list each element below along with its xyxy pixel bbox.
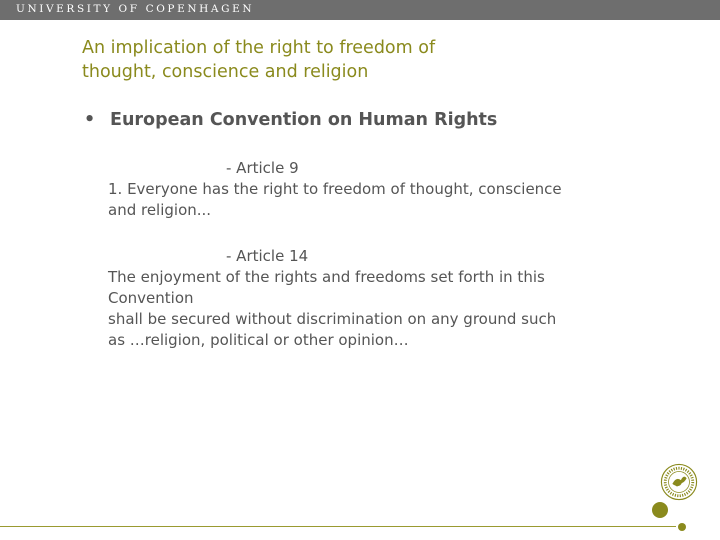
article-14-block [108,246,608,351]
article-text-line: Convention [108,289,194,307]
university-seal-icon [660,463,698,501]
footer-rule [0,526,676,527]
decorative-dot [678,523,686,531]
bullet-dot-icon: • [84,110,96,130]
bullet-text: European Convention on Human Rights [110,110,498,130]
article-heading: - Article 14 [226,247,309,265]
article-heading: - Article 9 [226,159,299,177]
article-text-line: The enjoyment of the rights and freedoms set forth in this [108,268,545,286]
decorative-dot [652,502,668,518]
article-9-block [108,158,608,221]
header-bar [0,0,720,20]
article-text-line: 1. Everyone has the right to freedom of thought, conscience [108,180,562,198]
slide-title [82,36,602,84]
article-text-line: shall be secured without discrimination on any ground such [108,310,557,328]
title-line: thought, conscience and religion [82,62,369,82]
article-text-line: and religion... [108,201,212,219]
title-line: An implication of the right to freedom of [82,38,436,58]
bullet-item [84,110,497,130]
article-text-line: as …religion, political or other opinion… [108,331,409,349]
university-name: UNIVERSITY OF COPENHAGEN [16,3,255,15]
